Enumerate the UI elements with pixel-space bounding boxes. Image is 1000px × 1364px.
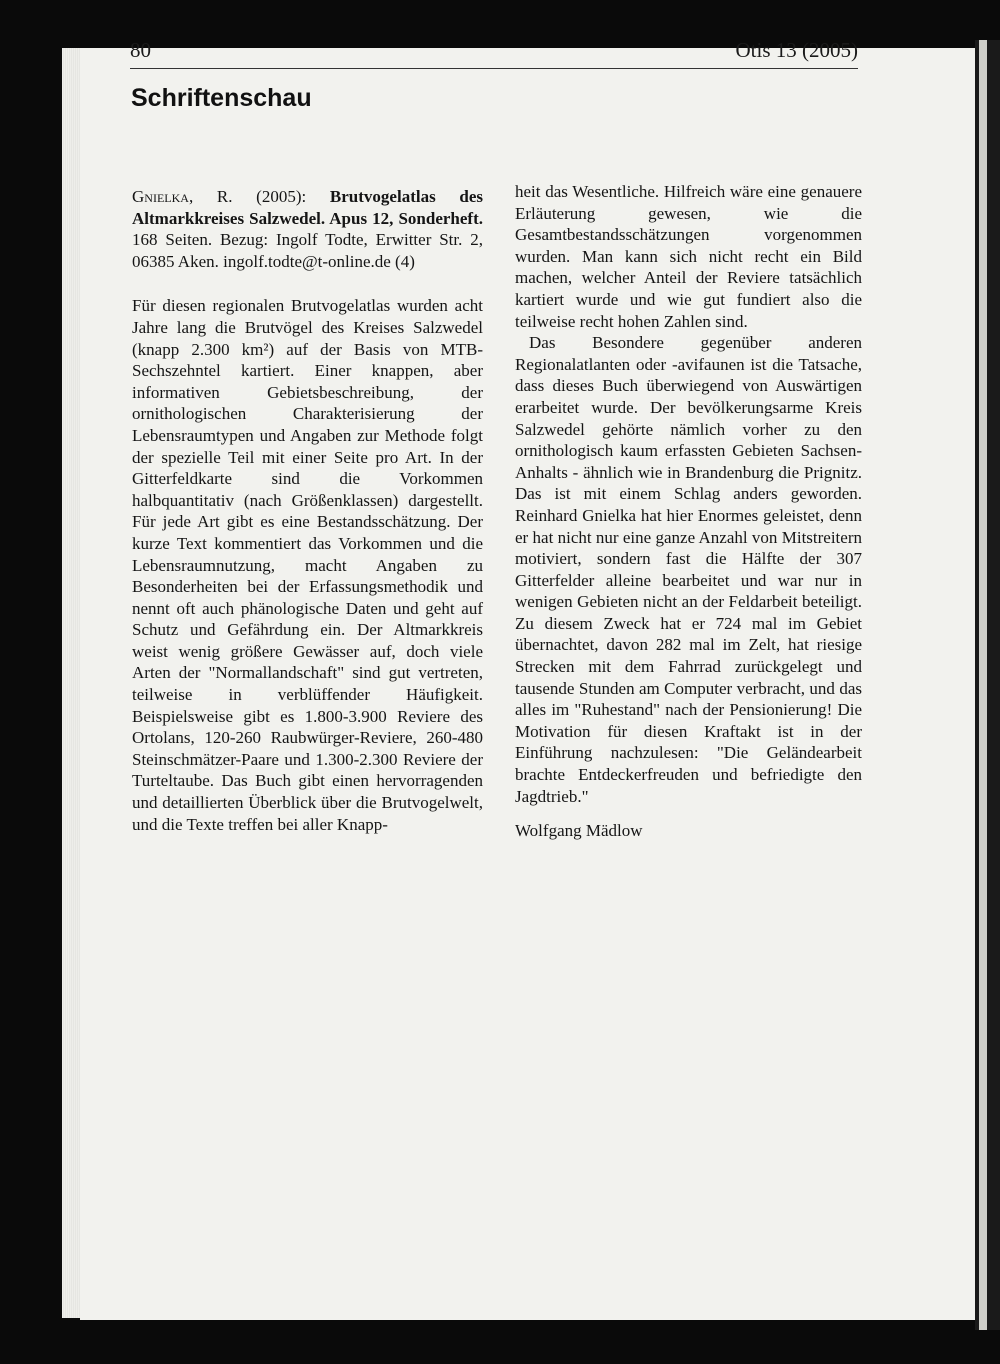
left-column [132,186,483,835]
right-column [515,181,862,842]
facing-page-edge [975,40,1000,1330]
page-number: 80 [130,38,151,62]
reference-author: Gnielka [132,187,189,206]
review-paragraph-1: Für diesen regionalen Brutvogelatlas wurden acht Jahre lang die Brutvögel des Kreises Salzwedel (knapp 2.300 km²) auf der Basis von MTB-Sechszehntel kartiert. Einer knappen, aber informativen Gebietsbeschreibung, der ornithologischen Charakterisierung der Lebensraumtypen und Angaben zur Methode folgt der spezielle Teil mit einer Seite pro Art. In der Gitterfeldkarte sind die Vorkommen halbquantitativ (nach Größenklassen) dargestellt. Für jede Art gibt es eine Bestandsschätzung. Der kurze Text kommentiert das Vorkommen und die Lebensraumnutzung, macht Angaben zu Besonderheiten bei der Erfassungsmethodik und nennt oft auch phänologische Daten und geht auf Schutz und Gefährdung ein. Der Altmarkkreis weist wenig größere Gewässer auf, doch viele Arten der "Normallandschaft" sind gut vertreten, teilweise in verblüffender Häufigkeit. Beispielsweise gibt es 1.800-3.900 Reviere des Ortolans, 120-260 Raubwürger-Reviere, 260-480 Steinschmätzer-Paare und 1.300-2.300 Reviere der Turteltaube. Das Buch gibt einen hervorragenden und detaillierten Überblick über die Brutvogelwelt, und die Texte treffen bei aller Knapp- [132,296,483,834]
page-stack-edges [62,48,80,1318]
reference-year: , R. (2005): [188,187,330,206]
review-paragraph-2: heit das Wesentliche. Hilfreich wäre eine genauere Erläuterung gewesen, wie die Gesamtbestandsschätzungen vorgenommen wurden. Man kann sich nicht recht ein Bild machen, welcher Anteil der Reviere tatsächlich kartiert wurde und wie gut fundiert also die teilweise recht hohen Zahlen sind. [515,182,862,331]
book-reference [132,186,483,272]
review-paragraph-3: Das Besondere gegenüber anderen Regionalatlanten oder -avifaunen ist die Tatsache, dass dieses Buch überwiegend von Auswärtigen erarbeitet wurde. Der bevölkerungsarme Kreis Salzwedel gehörte nämlich vorher zu den ornithologisch kaum erfassten Gebieten Sachsen-Anhalts - ähnlich wie in Brandenburg die Prignitz. Das ist mit einem Schlag anders geworden. Reinhard Gnielka hat hier Enormes geleistet, denn er hat nicht nur eine ganze Anzahl von Mitstreitern motiviert, sondern fast die Hälfte der 307 Gitterfelder alleine bearbeitet und war nur in wenigen Gebieten nicht an der Feldarbeit beteiligt. Zu diesem Zweck hat er 724 mal im Gebiet übernachtet, davon 282 mal im Zelt, hat riesige Strecken mit dem Fahrrad zurückgelegt und tausende Stunden am Computer verbracht, und das alles im "Ruhestand" nach der Pensionierung! Die Motivation für diesen Kraftakt ist in der Einführung nachzulesen: "Die Geländearbeit brachte Entdeckerfreuden und befriedigte den Jagdtrieb." [515,333,862,806]
reviewer-signature: Wolfgang Mädlow [515,821,643,841]
running-header [130,38,858,70]
header-rule [130,68,858,69]
section-title: Schriftenschau [131,84,312,112]
reference-title: Brutvogelatlas des Altmarkkreises Salzwedel. Apus 12, Sonderheft. [132,187,484,228]
reference-details: 168 Seiten. Bezug: Ingolf Todte, Erwitter Str. 2, 06385 Aken. ingolf.todte@t-online.de (4) [132,230,483,271]
journal-citation: Otis 13 (2005) [735,38,858,62]
